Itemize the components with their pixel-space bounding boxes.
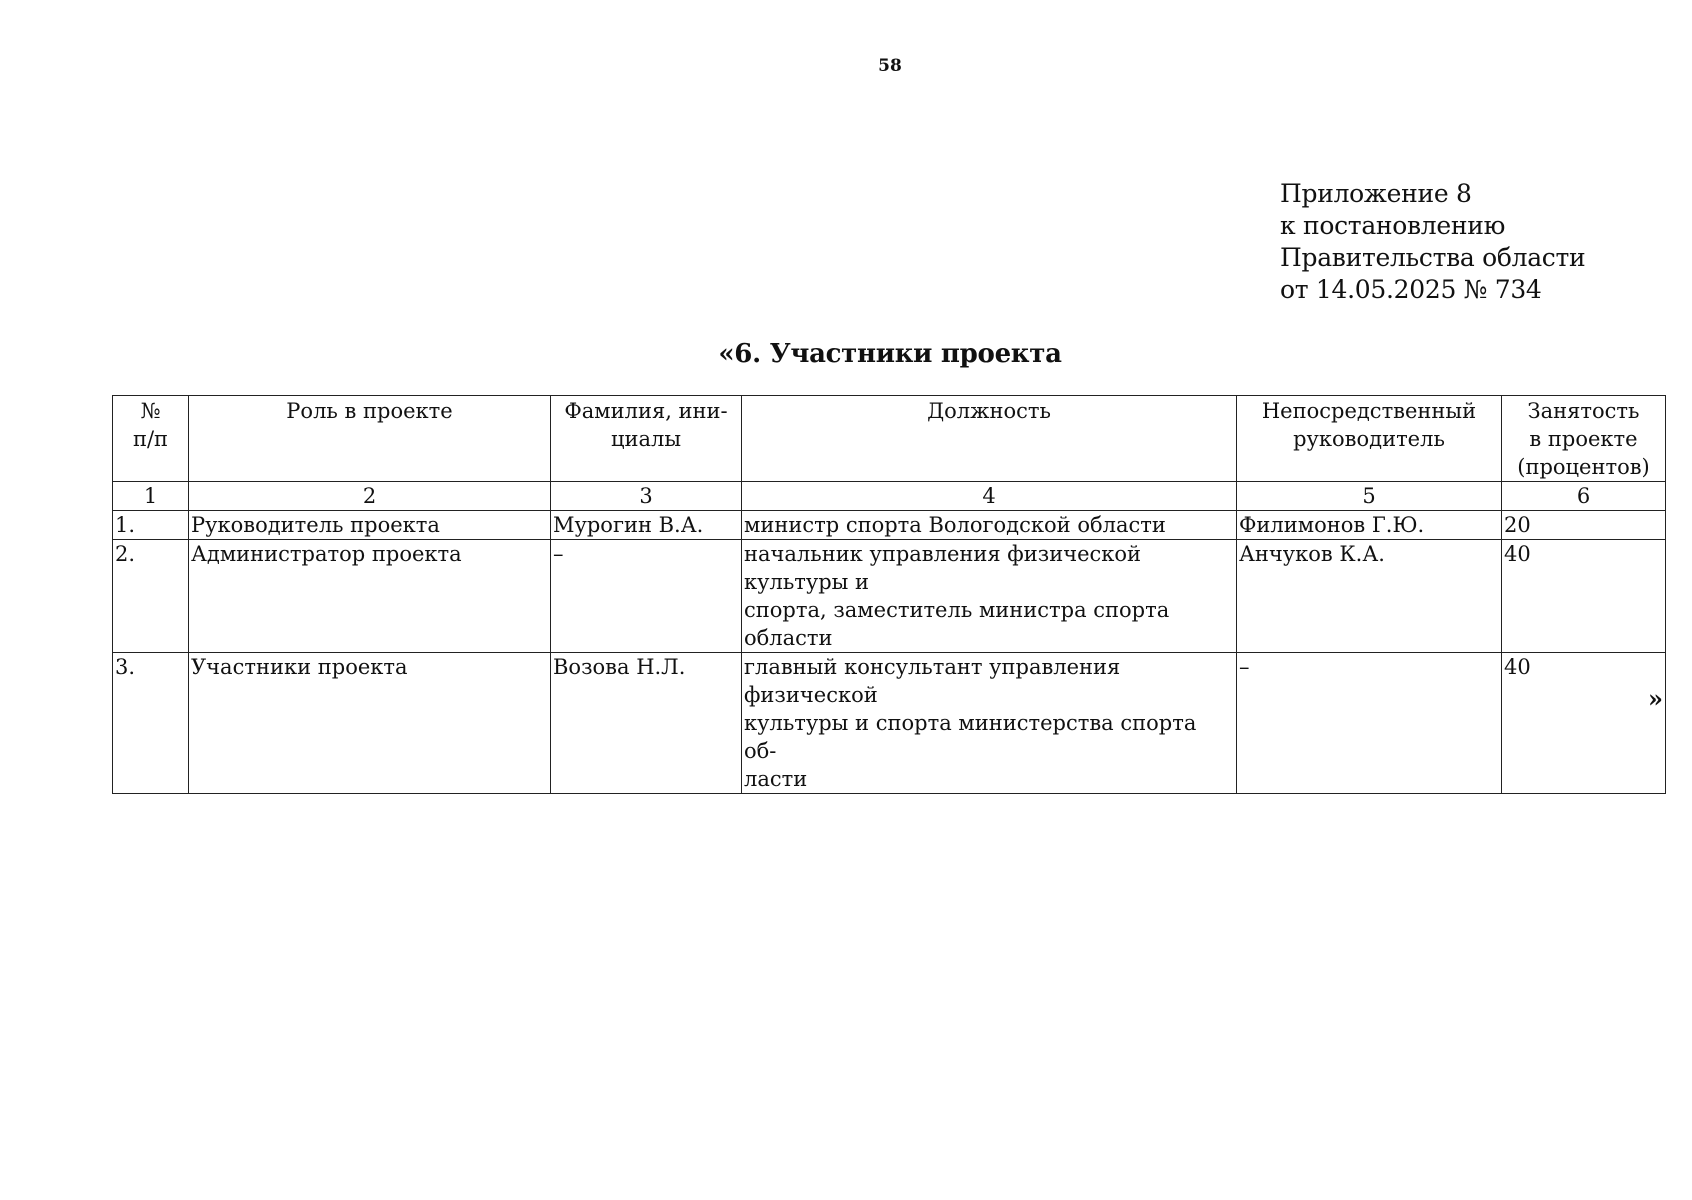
appendix-line: от 14.05.2025 № 734 — [1280, 275, 1542, 304]
column-number: 3 — [551, 482, 742, 511]
cell-load: 40 — [1502, 653, 1666, 794]
cell-load: 20 — [1502, 511, 1666, 540]
header-name: Фамилия, ини- циалы — [551, 396, 742, 482]
header-position: Должность — [742, 396, 1237, 482]
cell-role: Участники проекта — [189, 653, 551, 794]
column-number: 1 — [113, 482, 189, 511]
cell-role: Администратор проекта — [189, 540, 551, 653]
cell-number: 2. — [113, 540, 189, 653]
column-number: 2 — [189, 482, 551, 511]
cell-name: Возова Н.Л. — [551, 653, 742, 794]
header-role: Роль в проекте — [189, 396, 551, 482]
cell-number: 1. — [113, 511, 189, 540]
header-manager: Непосредственный руководитель — [1237, 396, 1502, 482]
table-row — [113, 653, 1666, 794]
cell-manager: Филимонов Г.Ю. — [1237, 511, 1502, 540]
header-load: Занятость в проекте (процентов) — [1502, 396, 1666, 482]
cell-role: Руководитель проекта — [189, 511, 551, 540]
appendix-line: Приложение 8 — [1280, 179, 1472, 208]
cell-manager: Анчуков К.А. — [1237, 540, 1502, 653]
table-row — [113, 540, 1666, 653]
appendix-line: к постановлению — [1280, 211, 1506, 240]
column-number: 4 — [742, 482, 1237, 511]
cell-number: 3. — [113, 653, 189, 794]
appendix-line: Правительства области — [1280, 243, 1586, 272]
cell-name: Мурогин В.А. — [551, 511, 742, 540]
cell-position: министр спорта Вологодской области — [742, 511, 1237, 540]
section-title: «6. Участники проекта — [718, 339, 1062, 369]
cell-name: – — [551, 540, 742, 653]
cell-load: 40 — [1502, 540, 1666, 653]
page-number: 58 — [878, 56, 902, 76]
table-row — [113, 511, 1666, 540]
column-number: 6 — [1502, 482, 1666, 511]
table-header-row — [113, 396, 1666, 482]
column-number: 5 — [1237, 482, 1502, 511]
column-numbers-row — [113, 482, 1666, 511]
participants-table — [112, 395, 1666, 794]
closing-quote: » — [1648, 684, 1663, 713]
cell-position: главный консультант управления физической культуры и спорта министерства спорта об- ласти — [742, 653, 1237, 794]
cell-manager: – — [1237, 653, 1502, 794]
header-number: № п/п — [113, 396, 189, 482]
appendix-reference — [1280, 178, 1585, 306]
cell-position: начальник управления физической культуры и спорта, заместитель министра спорта области — [742, 540, 1237, 653]
